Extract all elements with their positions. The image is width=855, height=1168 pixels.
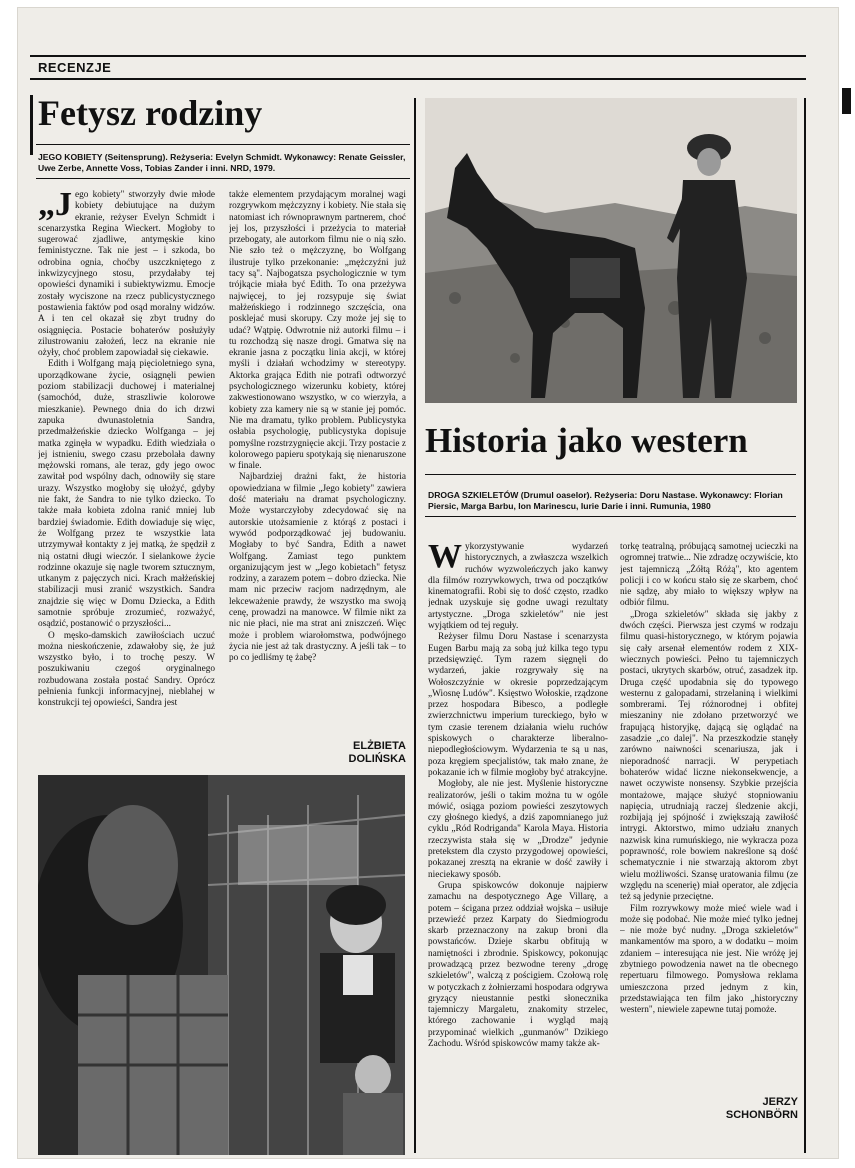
article1-paragraph: ego kobiety" stworzyły dwie młode kobiety debiutujące na dużym ekranie, reżyser Evelyn Schmidt i scenarzystka Regina Wieckert. Mogłoby to sugerować zjadliwe, antymęskie kino feministyczne. Tak nie jest – i szkoda, bo odrobina ognia, choćby uszczkniętego z inkwizycyjnego stosu, przydałaby tej opowieści dynamiki i subiektywizmu. Emocje zostały wyciszone na rzecz publicystycznego postawienia faktów pod osąd moralny widzów. A i ten cel okazał się zbyt trudny do osiągnięcia. Postacie bohaterów posłużyły zilustrowaniu założeń, lecz na ekranie nie ożyły, choć problem zapowiadał się ciekawie.	[38, 190, 215, 359]
column-divider-left	[414, 98, 416, 1153]
page-edge-mark	[842, 88, 851, 114]
article2-credits: DROGA SZKIELETÓW (Drumul oaselor). Reżyseria: Doru Nastase. Wykonawcy: Florian Piersic, Marga Barbu, Ion Marinescu, Iurie Darie i inni. Rumunia, 1980	[428, 490, 783, 511]
author-last-name: SCHONBÖRN	[725, 1109, 798, 1121]
article2-paragraph: ykorzystywanie wydarzeń historycznych, a zwłaszcza wszelkich ruchów wyzwoleńczych jako kanwy dla filmów rozrywkowych, trwa od początków kinematografii. Robi się to dość często, rzadko jednak uzyskuje się godne uwagi rezultaty artystyczne. „Droga szkieletów" nie jest wyjątkiem od tej reguły.	[428, 542, 608, 632]
column-divider-right	[804, 98, 806, 1153]
top-rule	[30, 55, 806, 57]
article1-title-rule	[36, 144, 410, 145]
article1-credits: JEGO KOBIETY (Seitensprung). Reżyseria: Evelyn Schmidt. Wykonawcy: Renate Geissler, Uwe Zerbe, Annette Voss, Tobias Zander i inni. NRD, 1979.	[38, 152, 406, 173]
article2-credits-rule	[425, 516, 796, 517]
article1-title: Fetysz rodziny	[38, 93, 263, 133]
author-first-name: ELŻBIETA	[353, 740, 406, 752]
article1-author	[300, 740, 406, 766]
article2-paragraph: torkę teatralną, próbującą samotnej ucieczki na ogromnej tratwie... Nie zdradzę oczywiście, kto jest tajemniczą „Żółtą Różą", kto agentem policji i co w końcu stało się ze skarbem, choć nie sądzę, aby miało to większy wpływ na odbiór filmu.	[620, 542, 798, 609]
article1-paragraph: także elementem przydającym moralnej wagi rozgrywkom mężczyzny i kobiety. Nie stała się natomiast ich równoprawnym partnerem, choć jej los, przyszłości i przeżycia to materiał przebogaty, ale autorkom filmu nie o nią szło. Nie szło też o mężczyznę, bo Wolfgang ilustruje tylko przekonanie: „mężczyźni już tacy są". Najbogatsza psychologicznie w tym trójkącie miała być Edith. To ona przeżywa najwięcej, to jej rozsypuje się świat małżeńskiego i rodzinnego szczęścia, ona posklejać musi skorupy. Czy może jej się to udać? Wątpię. Odwrotnie niż autorki filmu – i tu rozchodzą się nasze drogi. Gmatwa się na ekranie jasna z początku linia akcji, w której myśli i działań wchodzimy w stereotypy. Aktorka grająca Edith nie potrafi odtworzyć psychologicznego wizerunku kobiety, której zakwestionowano wszystko, w co wierzyła, a kobiety zza kamery nie są w stanie jej pomóc. Nie ma dramatu, tylko problem. Publicystyka osłabia psychologię, publicystyka dopisuje pomyślne rozstrzygnięcie akcji. Trzy postacie z kolorowego papieru spotykają się nienaruszone w finale.	[229, 190, 406, 472]
article1-paragraph: Edith i Wolfgang mają pięcioletniego syna, uporządkowane życie, osiągnęli pewien poziom stabilizacji duchowej i materialnej (samochód, duże, straszliwie kolorowe mieszkanie). Pewnego dnia do ich drzwi zapuka dwunastoletnia Sandra, przedmałżeńskie dziecko Wolfganga – jej matka zginęła w wypadku. Edith wiedziała o jej istnieniu, swego czasu przebolała dawny mężowski romans, ale teraz, gdy jego owoc zawitał pod wspólny dach, odnowiły się stare urazy. Wszystko mogłoby się ułożyć, gdyby nie fakt, że Sandra to nie tylko dziecko. To także mała kobieta zdolna ranić mniej lub bardziej świadomie. Edith dowiaduje się więc, że Wolfgang przez te wszystkie lata utrzymywał kontakty z jej matką, że spędził z nią ostatni długi wieczór. I sielankowe życie rodzinne okazuje się nagle tworem sztucznym, utkanym z pajęczych nici. Krach małżeńskiej stabilizacji musi zranić wszystkich. Sandra znajdzie się więc w Domu Dziecka, a Edith samotnie spróbuje zrozumieć, rozważyć, osądzić, postanowić o przyszłości...	[38, 359, 215, 630]
article1-photo	[38, 775, 405, 1155]
article2-title: Historia jako western	[425, 421, 748, 460]
article1-paragraph: O męsko-damskich zawiłościach uczuć można nieskończenie, zdawałoby się, że już wszystko było, i to trochę peszy. W poszukiwaniu czegoś oryginalnego rozbudowana została postać Sandry. Oprócz pełnienia funkcji informacyjnej, nieblahej w konstrukcji tej opowieści, Sandra jest	[38, 630, 215, 709]
article2-paragraph: Grupa spiskowców dokonuje najpierw zamachu na despotycznego Age Villarę, a potem – ścigana przez oddział wojska – usiłuje przewieźć przez Karpaty do Siedmiogrodu skarb przeznaczony na zakup broni dla powstańców. Dzieje skarbu obfitują w namiętności i zbrodnie. Spiskowcy, pokonując prowadzącą przez bezwodne tereny „drogę szkieletów", walczą z pościgiem. Czołową rolę w potyczkach z żołnierzami hospodara odgrywa gryzący nieustannie pestki słonecznika tajemniczy Margaletu, znakomity strzelec, którego zachowanie i wygląd mają przypominać wielkich „gunmanów" Dzikiego Zachodu. Wśród spiskowców mamy także ak-	[428, 880, 608, 1050]
article2-title-rule	[425, 474, 796, 475]
section-rule	[30, 78, 806, 80]
article2-photo	[425, 98, 797, 403]
article2-paragraph: Film rozrywkowy może mieć wiele wad i może się podobać. Nie może mieć tylko jednej – nie może być nudny. „Droga szkieletów" mankamentów ma sporo, a w dodatku – moim zdaniem – interesująca nie jest. Nie wróżę jej zbytniego powodzenia nawet na tle obecnego repertuaru filmowego. Pomysłowa reklama umieszczona przed jednym z kin, przedstawiająca ten film jako „historyczny western", niewiele zapewne tutaj pomoże.	[620, 903, 798, 1016]
article2-column-2	[620, 542, 798, 1084]
article2-drop-cap: W	[428, 542, 462, 575]
article1-column-1	[38, 190, 215, 768]
article1-column-2	[229, 190, 406, 735]
section-label: RECENZJE	[38, 60, 112, 75]
article2-paragraph: Mogłoby, ale nie jest. Myślenie historyczne realizatorów, jeśli o takim można tu w ogóle mówić, osiąga poziom powieści zeszytowych czy głośnego kiedyś, a dziś zapomnianego już cyklu „Ród Rodriganda" Karola Maya. Historia rzeczywista stała się w „Drodze" jedynie pretekstem dla czysto przygodowej opowieści, pokazanej zresztą na ekranie w dość zawiły i nieciekawy sposób.	[428, 779, 608, 880]
title-bar-left	[30, 95, 33, 155]
author-first-name: JERZY	[762, 1096, 798, 1108]
article2-column-1	[428, 542, 608, 1134]
article2-author	[690, 1096, 798, 1122]
article1-credits-rule	[36, 178, 410, 179]
article2-paragraph: „Droga szkieletów" składa się jakby z dwóch części. Pierwsza jest czymś w rodzaju filmu quasi-historycznego, w którym pojawia się cały arsenał elementów rodem z XIX-wiecznych powieści. Pełno tu tajemniczych postaci, ukrytych skarbów, otruć, zasadzek itp. Druga część upodabnia się do typowego westernu z galopadami, strzelaniną i wielkimi sombrerami. Tej różnorodnej i obfitej mieszaniny nie zdołano przetworzyć we frapującą historyjkę, dającą się oglądać na zasadzie „co dalej". Na przeszkodzie stanęły zarówno naiwności scenariusza, jak i nieporadność narracji. W perypetiach bohaterów widać liczne niekonsekwencje, a nawet oczywiste nonsensy. Szybkie przejścia montażowe, mające służyć stopniowaniu napięcia, utrudniają raczej śledzenie akcji, rozbijają jej spójność i zwiększają zawiłość intrygi. Aktorstwo, mimo udziału znanych nazwisk kina rumuńskiego, nie wykracza poza poprawność, role bowiem nakreślone są dość schematycznie i nie stwarzają aktorom zbyt wielu możliwości. Szansę uratowania filmu (ze względu na scenerię) miał operator, ale zdjęcia też są jedynie przeciętne.	[620, 609, 798, 903]
article1-paragraph: Najbardziej drażni fakt, że historia opowiedziana w filmie „Jego kobiety" zawiera dość materiału na dramat psychologiczny. Może wystarczyłoby zdecydować się na autorskie utożsamienie z którąś z postaci i wywód podporządkować jej budowaniu. Mogłaby to być Sandra, Edith a nawet Wolfgang. Zamiast tego punktem organizującym jest w „Jego kobietach" fetysz rodziny, a zarazem potem – dobro dziecka. Nie mam nic przeciw racjom nadrzędnym, ale lekceważenie prawdy, że wszystko ma swoją cenę, prowadzi na manowce. W filmie nikt za nic nie płaci, nie ma strat ani zniszczeń. Więc może i problem wiarołomstwa, podwójnego życia nie jest aż tak drastyczny. A jeśli tak – to po co jedliśmy tę żabę?	[229, 472, 406, 664]
article1-drop-cap: „J	[38, 190, 72, 223]
author-last-name: DOLIŃSKA	[348, 753, 406, 765]
article2-paragraph: Reżyser filmu Doru Nastase i scenarzysta Eugen Barbu mają za sobą już kilka tego typu przedsięwzięć. Tym razem sięgnęli do wydarzeń, jakie rozgrywały się na Wołoszczyźnie w okresie poprzedzającym „Wiosnę Ludów". Księstwo Wołoskie, rządzone przez hospodara Bibesco, a podległe zwierzchnictwu imperium tureckiego, było w tym czasie terenem działania wielu ruchów spiskowych o charakterze liberalno-niepodległościowym. Wydarzenia te są u nas, poza kręgiem specjalistów, tak mało znane, że pokazanie ich w filmie mogłoby być atrakcyjne.	[428, 632, 608, 778]
